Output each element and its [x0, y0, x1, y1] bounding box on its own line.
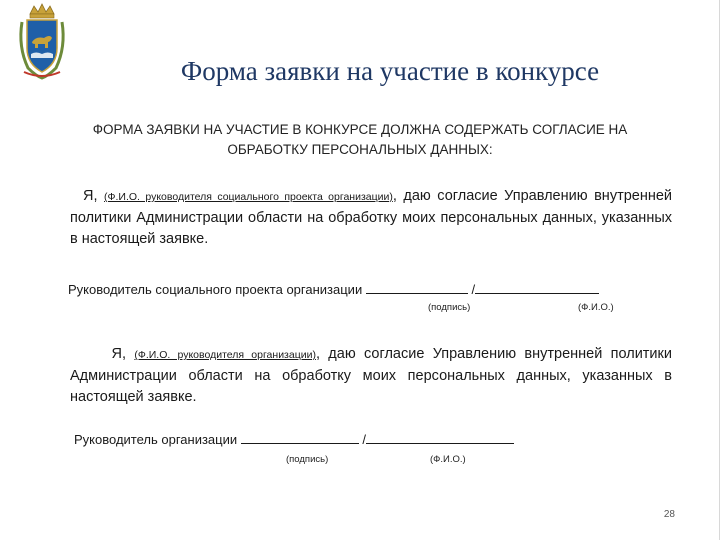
page-title: Форма заявки на участие в конкурсе [180, 56, 600, 86]
caption-signature: (подпись) [428, 302, 471, 313]
signature-separator: / [362, 432, 366, 447]
subtitle-line-2: ОБРАБОТКУ ПЕРСОНАЛЬНЫХ ДАННЫХ: [227, 142, 493, 157]
consent-body: , даю согласие Управлению внутренней политики Администрации области на обработку моих персональных данных, указанных в настоящей заявке. [70, 346, 672, 405]
name-blank [475, 292, 599, 294]
consent-lead: Я, [111, 346, 135, 362]
name-placeholder: (Ф.И.О. руководителя организации) [134, 349, 316, 361]
caption-signature: (подпись) [286, 454, 329, 465]
consent-body: , даю согласие Управлению внутренней политики Администрации области на обработку моих персональных данных, указанных в настоящей заявке. [70, 188, 673, 247]
subtitle [40, 120, 680, 160]
signature-blank [366, 292, 468, 294]
consent-lead: Я, [83, 188, 105, 204]
signature-label: Руководитель организации [74, 432, 238, 447]
subtitle-line-1: ФОРМА ЗАЯВКИ НА УЧАСТИЕ В КОНКУРСЕ ДОЛЖНА СОДЕРЖАТЬ СОГЛАСИЕ НА [92, 122, 628, 137]
caption-name: (Ф.И.О.) [430, 454, 466, 465]
signature-separator: / [471, 282, 476, 297]
signature-blank [241, 442, 359, 444]
signature-label: Руководитель социального проекта организации [68, 282, 363, 297]
signature-line-organization-leader [74, 432, 514, 447]
signature-line-project-leader [68, 282, 599, 297]
name-blank [366, 442, 514, 444]
consent-paragraph-project-leader [70, 186, 672, 250]
page-number: 28 [663, 509, 675, 520]
name-placeholder: (Ф.И.О. руководителя социального проекта организации) [104, 191, 393, 203]
caption-name: (Ф.И.О.) [578, 302, 614, 313]
consent-paragraph-organization-leader [70, 344, 672, 408]
